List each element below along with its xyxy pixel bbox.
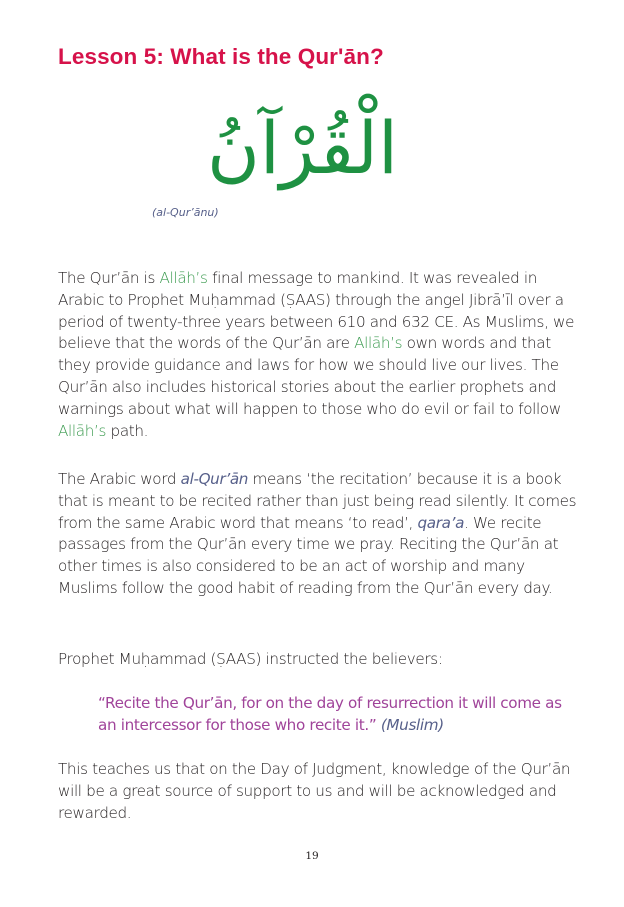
text-segment: own words and that they provide guidance and laws for how we should live our lives. The Qur’ān also includes historical stories about the earlier prophets and warnings about what will happen to those who do evil or fail to follow: [58, 334, 561, 418]
arabic-calligraphy: الْقُرْآنُ: [207, 106, 398, 190]
text-segment: means ‘the recitation’ because it is a book that is meant to be recited rather than just being read silently. It comes from the same Arabic word that means ‘to read’,: [58, 470, 577, 532]
quote-source: (Muslim): [380, 715, 444, 734]
paragraph-intro: [58, 268, 578, 442]
text-segment: path.: [106, 421, 149, 440]
arabic-term-al-quran: al-Qur’ān: [180, 470, 249, 488]
transliteration-label: (al-Qur’ānu): [152, 206, 219, 219]
allah-highlight: Allāh’s: [354, 334, 403, 353]
allah-highlight: Allāh’s: [159, 269, 208, 287]
text-segment: final message to mankind. It was revealed in Arabic to Prophet Muḥammad (ṢAAS) through the angel Jibrā’īl over a period of twenty-three years between 610 and 632 CE. As Muslims, we believe that the words of the Qur’ān are: [58, 269, 575, 353]
hadith-quote: [98, 693, 568, 737]
allah-highlight: Allāh’s: [58, 421, 107, 440]
text-segment: . We recite passages from the Qur’ān every time we pray. Reciting the Qur’ān at other times is also considered to be an act of worship and many Muslims follow the good habit of reading from the Qur’ān every day.: [58, 513, 559, 597]
lesson-title: Lesson 5: What is the Qur'ān?: [58, 44, 384, 69]
paragraph-meaning: [58, 469, 578, 600]
text-segment: The Qur’ān is: [58, 269, 160, 287]
text-segment: The Arabic word: [58, 470, 181, 488]
arabic-term-qaraa: qara’a: [417, 513, 465, 532]
page-number: 19: [305, 850, 319, 862]
quote-text: “Recite the Qur’ān, for on the day of resurrection it will come as an intercessor for those who recite it.”: [98, 694, 562, 734]
paragraph-instruction: Prophet Muḥammad (ṢAAS) instructed the believers:: [58, 650, 443, 668]
paragraph-conclusion: This teaches us that on the Day of Judgment, knowledge of the Qur’ān will be a great source of support to us and will be acknowledged and rewarded.: [58, 760, 571, 822]
